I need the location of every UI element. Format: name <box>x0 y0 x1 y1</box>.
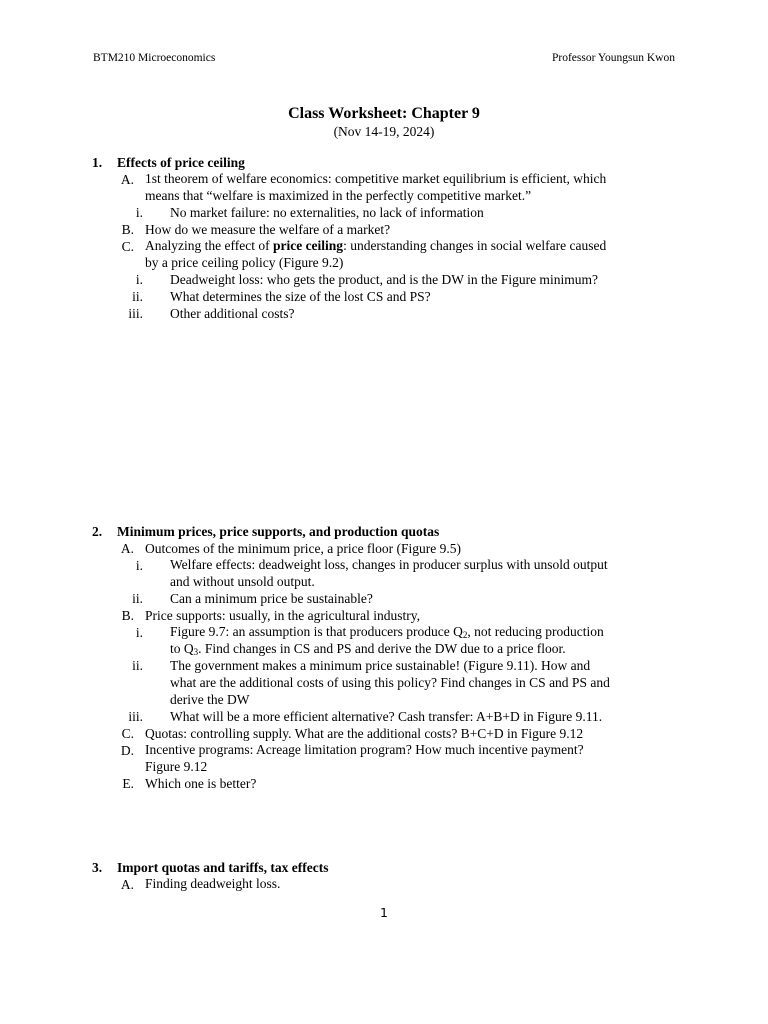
section-2-item-d-line-2: Figure 9.12 <box>145 759 208 774</box>
section-2-item-b-i-line-2-post: . Find changes in CS and PS and derive the DW due to a price floor. <box>198 641 566 656</box>
section-1-item-c-i-marker: i. <box>135 272 143 287</box>
section-1-item-c-pre: Analyzing the effect of <box>145 238 273 253</box>
section-2-item-e-marker: E. <box>122 776 134 791</box>
section-1-item-c-iii: Other additional costs? <box>170 306 295 321</box>
section-3-item-a-marker: A. <box>120 877 134 892</box>
section-1-item-c-line-2: by a price ceiling policy (Figure 9.2) <box>145 255 344 270</box>
section-1-item-c-iii-marker: iii. <box>128 306 143 321</box>
section-1-item-c-bold: price ceiling <box>272 238 344 253</box>
section-2-item-b-ii-line-1: The government makes a minimum price sustainable! (Figure 9.11). How and <box>170 658 591 673</box>
section-2-item-a-i-line-2: and without unsold output. <box>170 574 315 589</box>
section-3-item-a: Finding deadweight loss. <box>145 876 281 891</box>
section-1-item-a-marker: A. <box>120 172 134 187</box>
section-2-item-a-ii-marker: ii. <box>132 591 143 606</box>
section-2-item-c-marker: C. <box>121 726 134 741</box>
date-range: (Nov 14-19, 2024) <box>333 124 435 139</box>
section-2-item-a-ii: Can a minimum price be sustainable? <box>170 591 373 606</box>
q3-subscript: 3 <box>193 647 199 657</box>
section-2-item-b-ii-marker: ii. <box>132 658 143 673</box>
section-1-item-c-ii: What determines the size of the lost CS and PS? <box>170 289 431 304</box>
section-1-item-a-i-marker: i. <box>135 205 143 220</box>
section-1-item-c-line-1 <box>145 238 606 255</box>
section-1-number: 1. <box>92 155 103 170</box>
section-1-item-a-line-1: 1st theorem of welfare economics: competitive market equilibrium is efficient, which <box>145 171 607 186</box>
section-1-item-b: How do we measure the welfare of a market? <box>145 222 391 237</box>
section-3-number: 3. <box>92 860 103 875</box>
page-title: Class Worksheet: Chapter 9 <box>288 105 480 122</box>
section-1-item-c-post: : understanding changes in social welfare caused <box>343 238 607 253</box>
section-2-item-b-iii-marker: iii. <box>128 709 143 724</box>
section-2-item-b-i-line-1-post: , not reducing production <box>467 624 604 639</box>
section-2-item-a-marker: A. <box>120 541 134 556</box>
section-2-item-c: Quotas: controlling supply. What are the additional costs? B+C+D in Figure 9.12 <box>145 726 584 741</box>
section-2-item-e: Which one is better? <box>145 776 257 791</box>
section-2-item-a-i-line-1: Welfare effects: deadweight loss, changes in producer surplus with unsold output <box>170 557 608 572</box>
section-2-item-b-i-line-1 <box>170 624 604 641</box>
section-3-heading: Import quotas and tariffs, tax effects <box>117 860 329 875</box>
page-number: 1 <box>380 905 388 920</box>
section-1-heading: Effects of price ceiling <box>117 155 245 170</box>
section-2-number: 2. <box>92 524 103 539</box>
section-1-item-c-ii-marker: ii. <box>132 289 143 304</box>
q2-subscript: 2 <box>462 630 468 640</box>
section-2-item-b-iii: What will be a more efficient alternative? Cash transfer: A+B+D in Figure 9.11. <box>170 709 603 724</box>
section-1-item-b-marker: B. <box>121 222 134 237</box>
section-2-item-b-marker: B. <box>121 608 134 623</box>
section-1-item-c-i: Deadweight loss: who gets the product, and is the DW in the Figure minimum? <box>170 272 598 287</box>
section-1-item-a-i: No market failure: no externalities, no lack of information <box>170 205 484 220</box>
section-2-item-b-ii-line-3: derive the DW <box>170 692 250 707</box>
section-2-item-d-line-1: Incentive programs: Acreage limitation program? How much incentive payment? <box>145 742 584 757</box>
section-2-heading: Minimum prices, price supports, and production quotas <box>117 524 440 539</box>
section-1-item-a-line-2: means that “welfare is maximized in the perfectly competitive market.” <box>145 188 532 203</box>
section-2-item-a-i-marker: i. <box>135 558 143 573</box>
course-name: BTM210 Microeconomics <box>93 52 216 64</box>
section-2-item-b-i-line-2-pre: to Q <box>170 641 194 656</box>
section-2-item-d-marker: D. <box>120 743 134 758</box>
section-2-item-b-i-line-2 <box>170 641 566 658</box>
section-1-item-c-marker: C. <box>121 239 134 254</box>
section-2-item-b-i-line-1-pre: Figure 9.7: an assumption is that producers produce Q <box>170 624 463 639</box>
section-2-item-b-i-marker: i. <box>135 625 143 640</box>
section-2-item-b-ii-line-2: what are the additional costs of using this policy? Find changes in CS and PS and <box>170 675 610 690</box>
section-2-item-b: Price supports: usually, in the agricultural industry, <box>145 608 420 623</box>
section-2-item-a: Outcomes of the minimum price, a price floor (Figure 9.5) <box>145 541 462 556</box>
professor-name: Professor Youngsun Kwon <box>551 52 675 64</box>
